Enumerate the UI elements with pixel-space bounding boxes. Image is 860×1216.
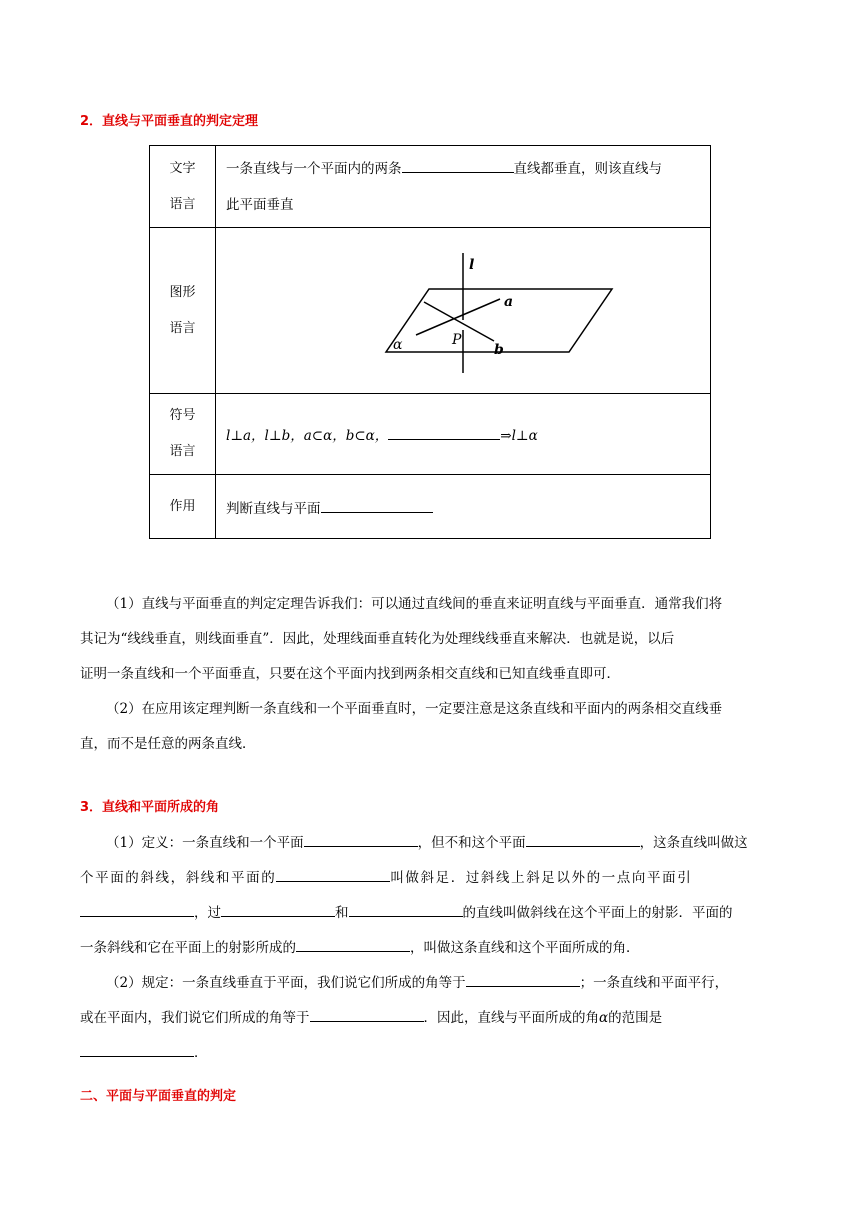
line-plane-angle-text [80,826,785,1071]
answer-blank [466,972,580,987]
table-cell-figure [216,228,711,394]
rule-line-2: 或在平面内，我们说它们所成的角等于 ．因此，直线与平面所成的角α的范围是 [80,1001,785,1036]
answer-blank [304,832,418,847]
answer-blank [349,902,463,917]
table-cell-function: 判断直线与平面 [216,475,711,539]
table-label-symbol-language: 符号 语言 [150,394,216,475]
definition-line-3: ，过 和 的直线叫做斜线在这个平面上的射影．平面的 [80,896,785,931]
label-b: b [494,341,504,358]
label-l: l [469,256,475,273]
note-1-line-3: 证明一条直线和一个平面垂直，只要在这个平面内找到两条相交直线和已知直线垂直即可． [80,666,620,682]
answer-blank [310,1007,424,1022]
answer-blank [80,902,194,917]
answer-blank [321,497,433,512]
note-2-line-1: （2）在应用该定理判断一条直线和一个平面垂直时，一定要注意是这条直线和平面内的两条相交直线垂 [106,701,723,717]
definition-line-2: 个平面的斜线，斜线和平面的 叫做斜足．过斜线上斜足以外的一点向平面引 [80,861,785,896]
section-heading-line-plane-angle: 3．直线和平面所成的角 [80,800,220,815]
rule-line-1: （2）规定：一条直线垂直于平面，我们说它们所成的角等于 ；一条直线和平面平行， [80,966,785,1001]
note-1-line-1: （1）直线与平面垂直的判定定理告诉我们：可以通过直线间的垂直来证明直线与平面垂直．通常我们将 [106,596,723,612]
answer-blank [80,1042,194,1057]
rule-line-3: ． [80,1036,785,1071]
answer-blank [526,832,640,847]
table-label-text-language: 文字 语言 [150,146,216,228]
answer-blank [402,157,514,172]
answer-blank [221,902,335,917]
table-cell-text-language: 一条直线与一个平面内的两条 直线都垂直，则该直线与 此平面垂直 [216,146,711,228]
theorem-table [149,145,711,539]
definition-line-4: 一条斜线和它在平面上的射影所成的 ，叫做这条直线和这个平面所成的角． [80,931,785,966]
plane-perpendicular-diagram [216,229,710,393]
label-alpha: α [393,336,403,353]
table-label-function: 作用 [150,475,216,539]
note-2-line-2: 直，而不是任意的两条直线． [80,736,256,752]
note-1-line-2: 其记为“线线垂直，则线面垂直”．因此，处理线面垂直转化为处理线线垂直来解决．也就是说，以后 [80,631,675,647]
section-heading-line-plane-perpendicular-theorem: 2．直线与平面垂直的判定定理 [80,114,259,129]
label-P: P [452,331,462,348]
section-heading-plane-plane-perpendicular: 二、平面与平面垂直的判定 [80,1089,237,1104]
theorem-notes [80,587,785,762]
table-label-figure-language: 图形 语言 [150,228,216,394]
answer-blank [276,867,390,882]
table-cell-symbol-language: l⊥a，l⊥b，a⊂α，b⊂α， ⇒l⊥α [216,394,711,475]
label-a: a [504,293,514,310]
answer-blank [296,937,410,952]
definition-line-1: （1）定义：一条直线和一个平面 ，但不和这个平面 ，这条直线叫做这 [80,826,785,861]
answer-blank [388,425,500,440]
